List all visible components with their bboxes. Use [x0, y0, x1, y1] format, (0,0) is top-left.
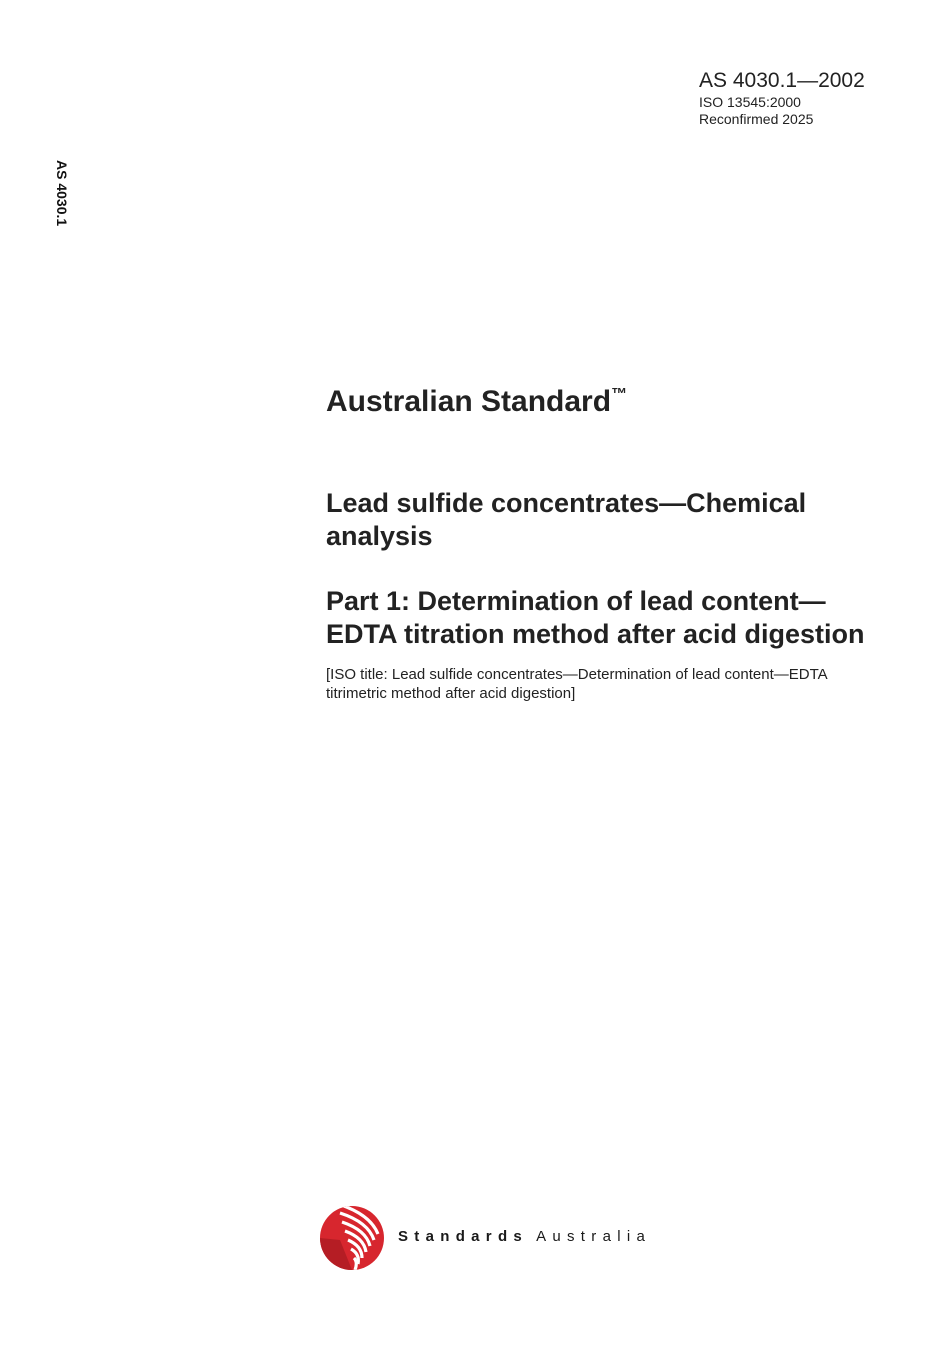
document-title: Lead sulfide concentrates—Chemical analysis	[326, 488, 807, 551]
standards-australia-logo-icon	[318, 1200, 390, 1280]
document-header	[699, 68, 865, 128]
iso-number: ISO 13545:2000	[699, 94, 801, 110]
trademark-symbol: ™	[611, 386, 628, 403]
standard-number: AS 4030.1—2002	[699, 69, 865, 92]
cover-main	[326, 376, 906, 703]
standards-australia-logo	[318, 1200, 718, 1280]
series-title-text: Australian Standard	[326, 385, 612, 418]
part-title: Part 1: Determination of lead content—EDTA titration method after acid digestion	[326, 586, 865, 649]
iso-title: [ISO title: Lead sulfide concentrates—Determination of lead content—EDTA titrimetric method after acid digestion]	[326, 666, 827, 702]
logo-word-standards: Standards	[398, 1228, 529, 1245]
logo-word-australia: Australia	[536, 1228, 652, 1245]
spine-label: AS 4030.1	[54, 160, 70, 227]
logo-wordmark	[398, 1228, 651, 1245]
series-title	[326, 376, 906, 421]
spine-label-container	[46, 160, 78, 232]
reconfirmed-date: Reconfirmed 2025	[699, 111, 814, 127]
